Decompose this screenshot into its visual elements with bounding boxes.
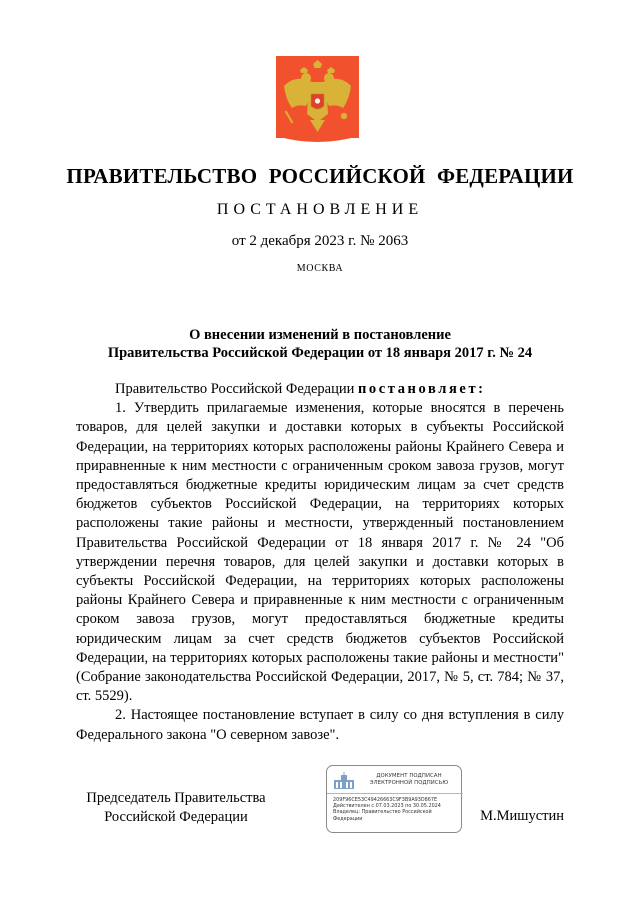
city-name: МОСКВА bbox=[296, 263, 344, 274]
government-heading: ПРАВИТЕЛЬСТВО РОССИЙСКОЙ ФЕДЕРАЦИИ bbox=[66, 164, 574, 188]
stamp-heading bbox=[360, 773, 458, 786]
certificate-number: 209F96CE53C49426663C9F3B9A93D867E bbox=[333, 797, 438, 803]
decrees-word: постановляет: bbox=[357, 381, 486, 397]
paragraph-2: 2. Настоящее постановление вступает в силу со дня вступления в силу Федерального закона "О северном завозе". bbox=[76, 707, 564, 743]
stamp-divider bbox=[327, 793, 463, 794]
position-line-1: Председатель Правительства bbox=[86, 790, 266, 806]
position-line-2: Российской Федерации bbox=[104, 809, 248, 825]
signatory-position bbox=[76, 789, 276, 827]
coat-of-arms-emblem bbox=[276, 56, 359, 144]
certificate-validity: Действителен с 07.03.2023 по 30.05.2024 bbox=[333, 803, 441, 810]
stamp-heading-line-2: ЭЛЕКТРОННОЙ ПОДПИСЬЮ bbox=[369, 779, 449, 786]
preamble-text: Правительство Российской Федерации bbox=[115, 381, 358, 397]
preamble-paragraph bbox=[76, 380, 564, 399]
date-and-number: от 2 декабря 2023 г. № 2063 bbox=[231, 233, 409, 249]
document-body bbox=[76, 380, 564, 745]
title-line-1: О внесении изменений в постановление bbox=[189, 327, 451, 343]
electronic-signature-stamp bbox=[326, 765, 462, 833]
certificate-owner: Владелец: Правительство Российской Федерации bbox=[333, 809, 432, 822]
signatory-name: М.Мишустин bbox=[480, 808, 564, 824]
title-line-2: Правительства Российской Федерации от 18 января 2017 г. № 24 bbox=[107, 345, 533, 361]
paragraph-1: 1. Утвердить прилагаемые изменения, которые вносятся в перечень товаров, для целей закупки и доставки которых в субъекты Российской Федерации, на территориях которых расположены районы Крайнего Севера и приравненные к ним местности с ограниченным сроком завоза грузов, могут предоставляться бюджетные кредиты юридическим лицам за счет средств бюджетов субъектов Российской Федерации, на территориях которых расположены такие районы и местности, утвержденный постановлением Правительства Российской Федерации от 18 января 2017 г. № 24 "Об утверждении перечня товаров, для целей закупки и доставки которых в субъекты Российской Федерации, на территориях которых расположены районы Крайнего Севера и приравненные к ним местности с ограниченным сроком завоза грузов, могут предоставляться бюджетные кредиты юридическим лицам за счет средств бюджетов субъектов Российской Федерации, на территориях которых расположены такие районы и местности" (Собрание законодательства Российской Федерации, 2017, № 5, ст. 784; № 37, ст. 5529). bbox=[76, 400, 564, 705]
document-type: ПОСТАНОВЛЕНИЕ bbox=[216, 201, 424, 218]
stamp-heading-line-1: ДОКУМЕНТ ПОДПИСАН bbox=[376, 773, 442, 779]
stamp-details bbox=[333, 797, 461, 822]
document-title bbox=[40, 326, 600, 362]
building-icon bbox=[333, 772, 355, 790]
